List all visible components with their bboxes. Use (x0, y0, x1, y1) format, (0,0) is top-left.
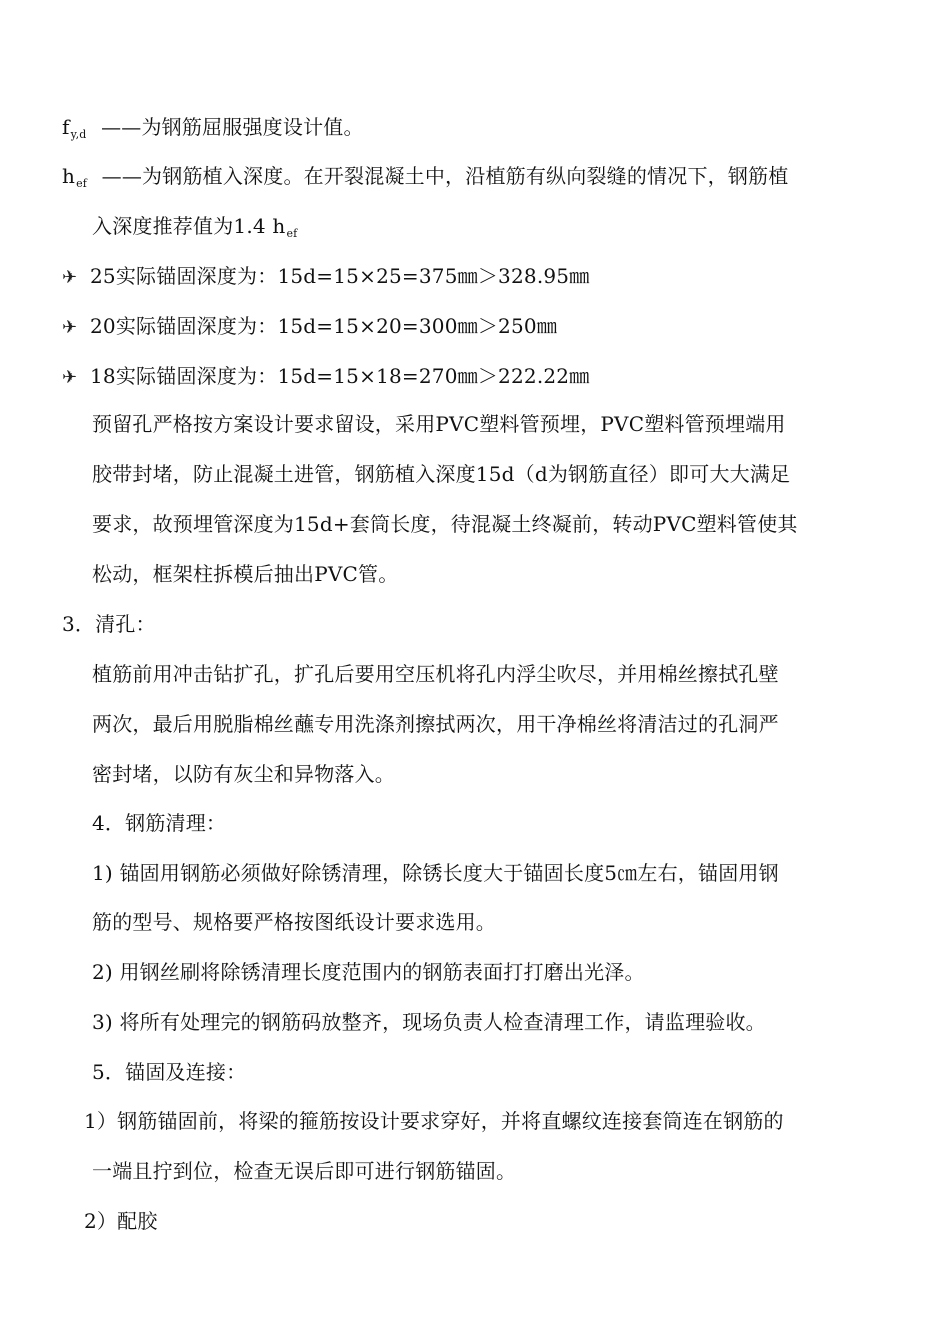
section5-item: 2）配胶 (84, 1209, 158, 1233)
calc-line-18 (62, 361, 589, 393)
definition-hef-text: ——为钢筋植入深度。在开裂混凝土中，沿植筋有纵向裂缝的情况下，钢筋植 (101, 164, 789, 188)
calc-line-20 (62, 311, 557, 343)
section4-item: 筋的型号、规格要严格按图纸设计要求选用。 (92, 910, 496, 934)
section3-heading: 3．清孔： (62, 612, 156, 636)
calc-line-25 (62, 261, 589, 293)
bullet-icon: ✈ (62, 367, 78, 388)
calc-text: 25实际锚固深度为：15d=15×25=375㎜＞328.95㎜ (90, 264, 590, 288)
bullet-icon: ✈ (62, 267, 78, 288)
subscript-ef-2: ef (286, 227, 298, 240)
paragraph1-line: 胶带封堵，防止混凝土进管，钢筋植入深度15d（d为钢筋直径）即可大大满足 (92, 462, 791, 486)
section4-heading: 4．钢筋清理： (92, 811, 227, 835)
subscript-yd: y,d (70, 128, 87, 141)
paragraph2-line: 两次，最后用脱脂棉丝蘸专用洗涤剂擦拭两次，用干净棉丝将清洁过的孔洞严 (92, 712, 779, 736)
section4-item: 3) 将所有处理完的钢筋码放整齐，现场负责人检查清理工作，请监理验收。 (92, 1010, 766, 1034)
section5-item: 一端且拧到位，检查无误后即可进行钢筋锚固。 (92, 1159, 517, 1183)
paragraph2-line: 密封堵，以防有灰尘和异物落入。 (92, 762, 395, 786)
bullet-icon: ✈ (62, 317, 78, 338)
section4-item: 1) 锚固用钢筋必须做好除锈清理，除锈长度大于锚固长度5㎝左右，锚固用钢 (92, 861, 779, 885)
calc-text: 20实际锚固深度为：15d=15×20=300㎜＞250㎜ (90, 314, 558, 338)
definition-fyd (62, 112, 364, 146)
definition-hef (62, 161, 788, 195)
paragraph1-line: 要求，故预埋管深度为15d+套筒长度，待混凝土终凝前，转动PVC塑料管使其 (92, 512, 798, 536)
paragraph2-line: 植筋前用冲击钻扩孔，扩孔后要用空压机将孔内浮尘吹尽，并用棉丝擦拭孔壁 (92, 662, 779, 686)
symbol-h: h (62, 164, 76, 188)
definition-hef-continued (92, 211, 297, 245)
paragraph1-line: 松动，框架柱拆模后抽出PVC管。 (92, 562, 399, 586)
paragraph1-line: 预留孔严格按方案设计要求留设，采用PVC塑料管预埋，PVC塑料管预埋端用 (92, 412, 786, 436)
section5-heading: 5．锚固及连接： (92, 1060, 247, 1084)
calc-text: 18实际锚固深度为：15d=15×18=270㎜＞222.22㎜ (90, 364, 590, 388)
symbol-f: f (62, 115, 70, 139)
subscript-ef: ef (76, 177, 88, 190)
section5-item: 1）钢筋锚固前，将梁的箍筋按设计要求穿好，并将直螺纹连接套筒连在钢筋的 (84, 1109, 784, 1133)
definition-hef-cont-text: 入深度推荐值为1.4 h (92, 214, 286, 238)
section4-item: 2) 用钢丝刷将除锈清理长度范围内的钢筋表面打打磨出光泽。 (92, 960, 645, 984)
definition-fyd-text: ——为钢筋屈服强度设计值。 (101, 115, 364, 139)
